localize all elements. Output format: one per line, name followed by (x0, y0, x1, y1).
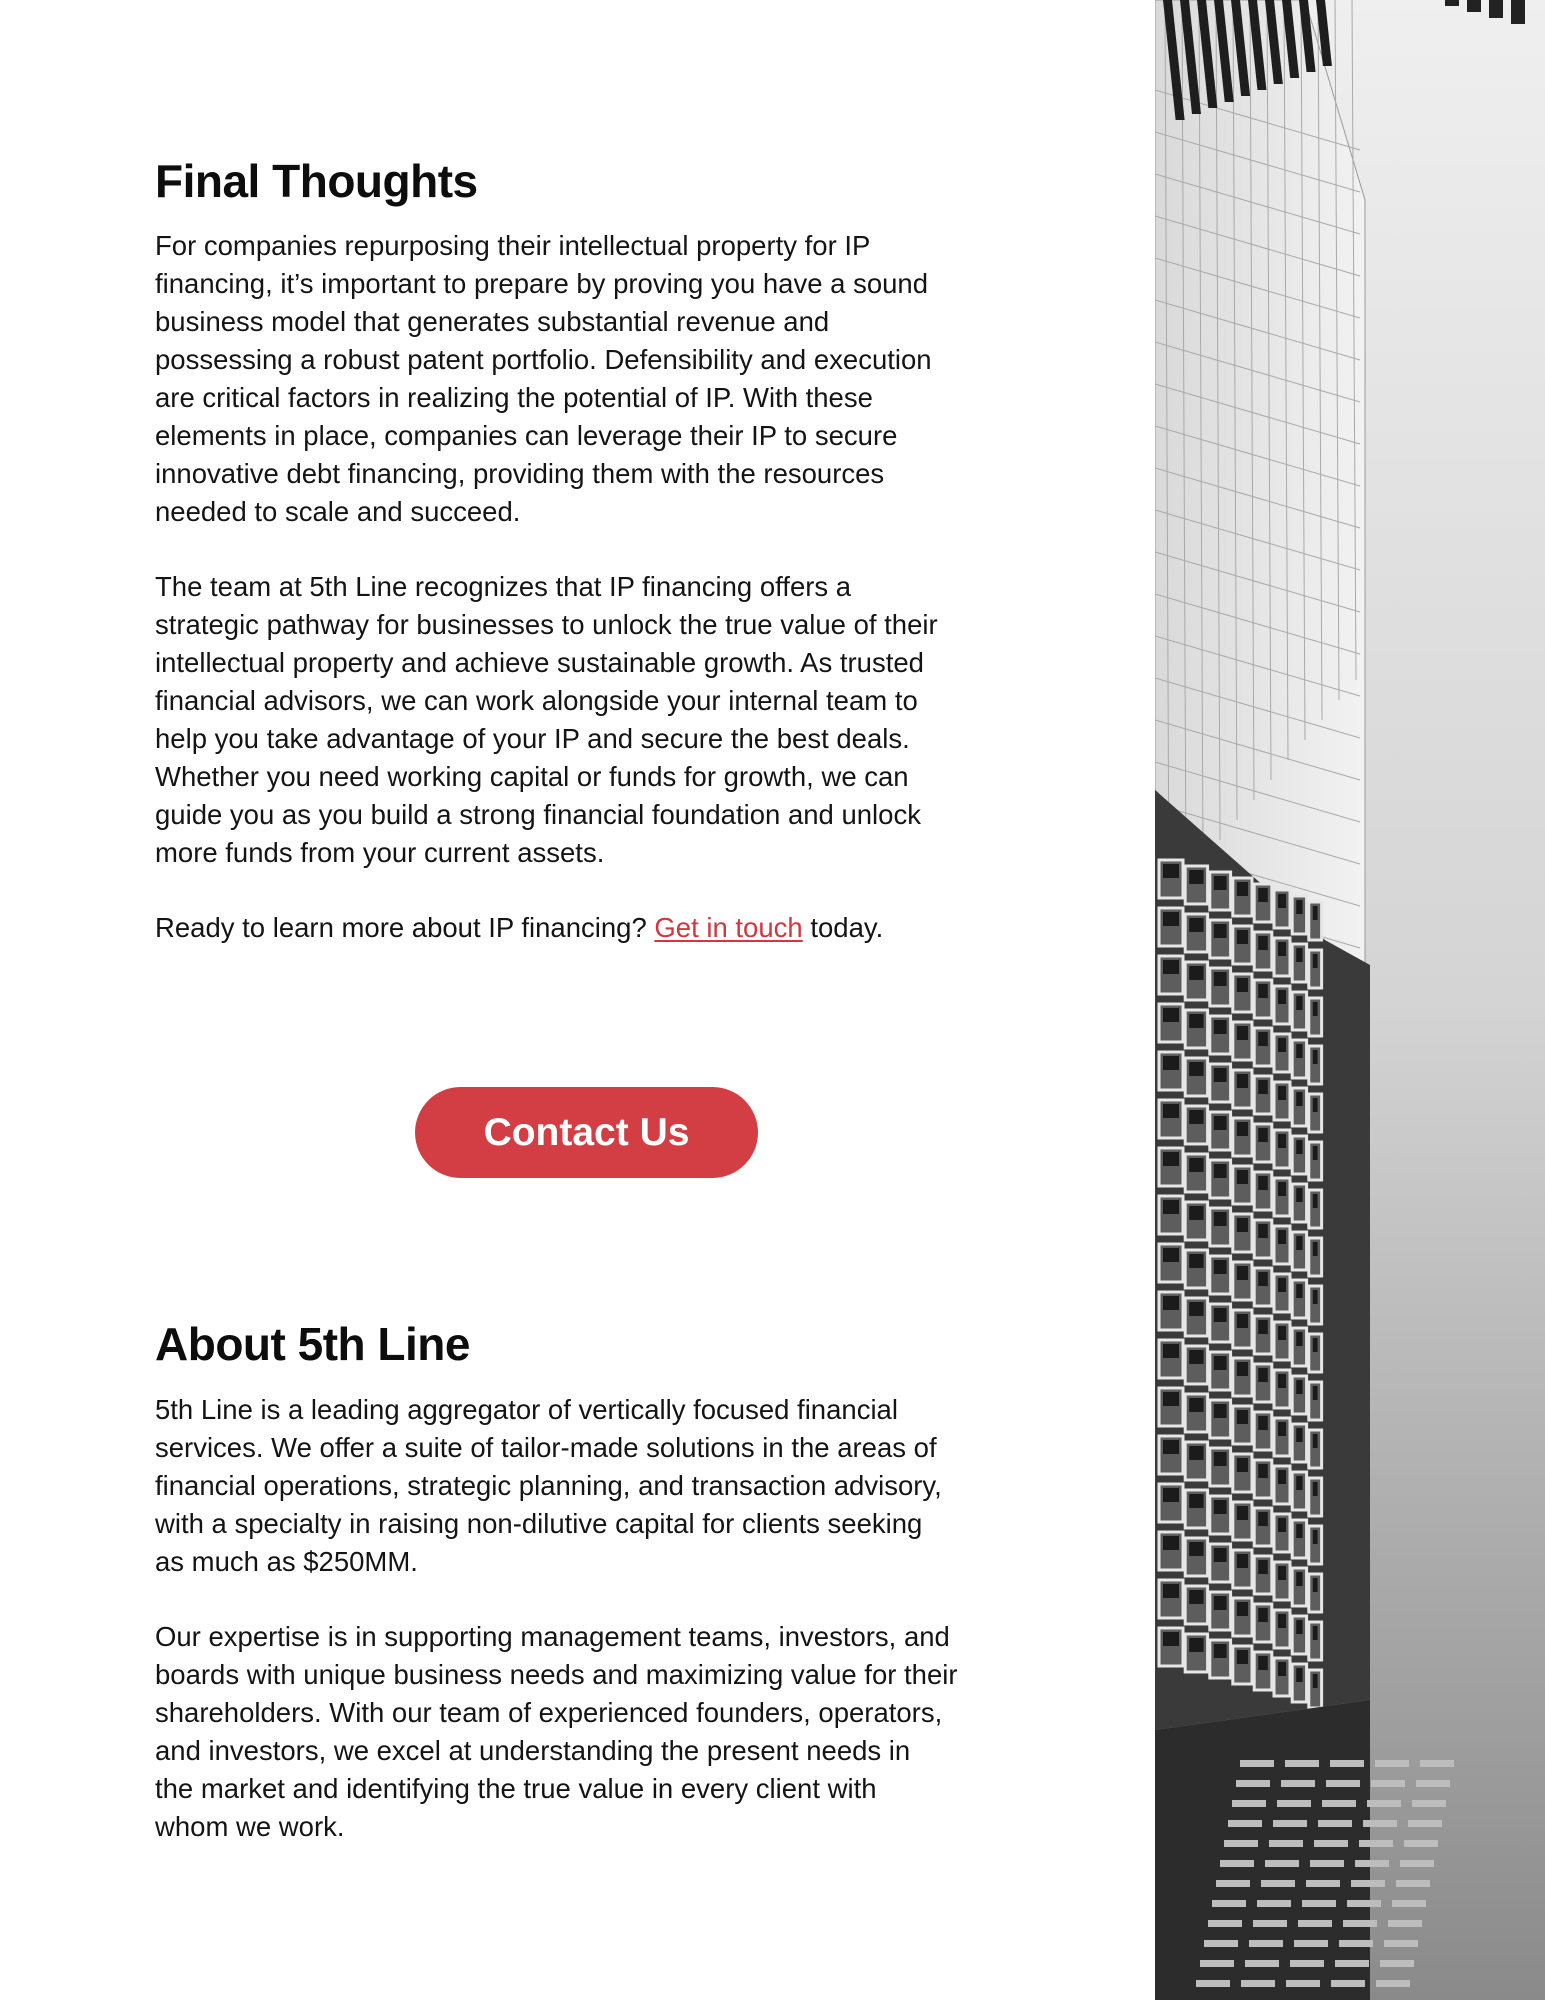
text-line: For companies repurposing their intellectual property for IP (155, 230, 871, 261)
final-thoughts-heading: Final Thoughts (155, 155, 478, 207)
building-photo (1155, 0, 1545, 2000)
text-line: shareholders. With our team of experienced founders, operators, (155, 1697, 943, 1728)
text-line: strategic pathway for businesses to unlock the true value of their (155, 609, 938, 640)
text-line: intellectual property and achieve sustainable growth. As trusted (155, 647, 924, 678)
cta-suffix: today. (802, 912, 884, 943)
text-line: The team at 5th Line recognizes that IP financing offers a (155, 571, 852, 602)
final-thoughts-paragraph-1 (155, 227, 1035, 531)
text-line: as much as $250MM. (155, 1546, 418, 1577)
text-line: with a specialty in raising non-dilutive capital for clients seeking (155, 1508, 923, 1539)
text-line: are critical factors in realizing the potential of IP. With these (155, 382, 873, 413)
text-line: guide you as you build a strong financial foundation and unlock (155, 799, 921, 830)
text-line: elements in place, companies can leverage their IP to secure (155, 420, 898, 451)
about-paragraph-2 (155, 1618, 1035, 1846)
about-paragraph-1 (155, 1391, 1035, 1581)
text-line: whom we work. (155, 1811, 345, 1842)
text-line: financial advisors, we can work alongside your internal team to (155, 685, 918, 716)
get-in-touch-link[interactable]: Get in touch (654, 912, 803, 943)
text-line: innovative debt financing, providing them with the resources (155, 458, 885, 489)
text-line: services. We offer a suite of tailor-made solutions in the areas of (155, 1432, 937, 1463)
text-line: and investors, we excel at understanding the present needs in (155, 1735, 911, 1766)
text-line: financing, it’s important to prepare by proving you have a sound (155, 268, 929, 299)
text-line: the market and identifying the true value in every client with (155, 1773, 877, 1804)
text-line: needed to scale and succeed. (155, 496, 521, 527)
final-thoughts-paragraph-2 (155, 568, 1035, 872)
text-line: Whether you need working capital or funds for growth, we can (155, 761, 909, 792)
cta-prefix: Ready to learn more about IP financing? (155, 912, 655, 943)
text-line: Our expertise is in supporting management teams, investors, and (155, 1621, 950, 1652)
cta-sentence (155, 909, 1035, 947)
text-line: financial operations, strategic planning, and transaction advisory, (155, 1470, 942, 1501)
about-heading: About 5th Line (155, 1318, 470, 1370)
text-line: 5th Line is a leading aggregator of vertically focused financial (155, 1394, 898, 1425)
contact-us-button[interactable]: Contact Us (415, 1087, 758, 1178)
text-line: more funds from your current assets. (155, 837, 605, 868)
text-line: help you take advantage of your IP and secure the best deals. (155, 723, 910, 754)
text-line: possessing a robust patent portfolio. Defensibility and execution (155, 344, 932, 375)
text-line: boards with unique business needs and maximizing value for their (155, 1659, 958, 1690)
text-line: business model that generates substantial revenue and (155, 306, 830, 337)
